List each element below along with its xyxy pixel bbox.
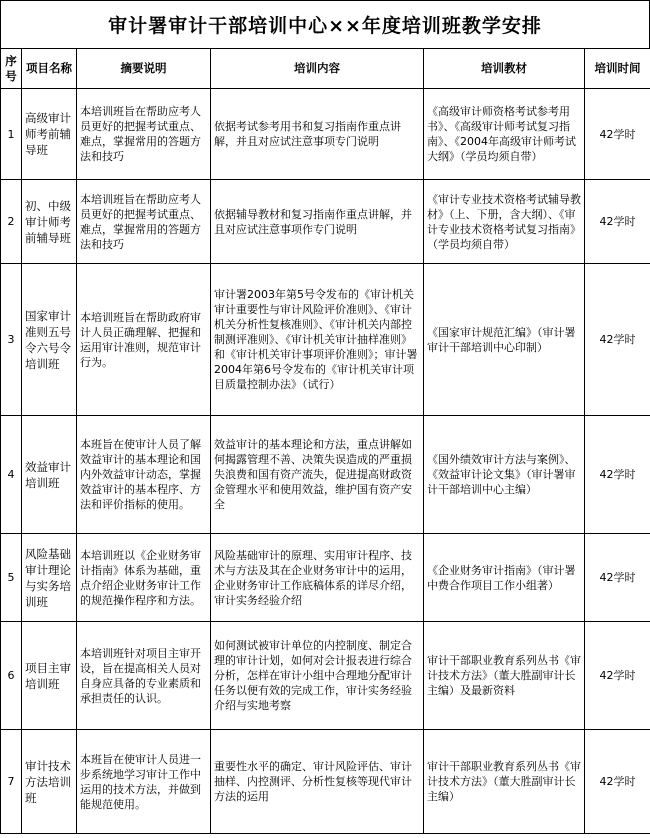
header-materials: 培训教材 bbox=[424, 49, 585, 89]
cell-project: 初、中级审计师考前辅导班 bbox=[22, 180, 77, 264]
cell-hours: 42学时 bbox=[585, 416, 650, 534]
table-row bbox=[1, 730, 650, 834]
table-row bbox=[1, 416, 650, 534]
cell-project: 效益审计培训班 bbox=[22, 416, 77, 534]
cell-content: 依据辅导教材和复习指南作重点讲解，并且对应试注意事项作专门说明 bbox=[211, 180, 424, 264]
cell-index: 3 bbox=[1, 264, 22, 416]
table-row bbox=[1, 264, 650, 416]
cell-materials: 《企业财务审计指南》（审计署中费合作项目工作小组著） bbox=[424, 534, 585, 622]
table-row bbox=[1, 622, 650, 730]
cell-content: 风险基础审计的原理、实用审计程序、技术与方法及其在企业财务审计中的运用，企业财务审计工作底稿体系的详尽介绍，审计实务经验介绍 bbox=[211, 534, 424, 622]
cell-project: 风险基础审计理论与实务培训班 bbox=[22, 534, 77, 622]
cell-hours: 42学时 bbox=[585, 89, 650, 180]
cell-content: 效益审计的基本理论和方法，重点讲解如何揭露管理不善、决策失误造成的严重损失浪费和国有资产流失，促进提高财政资金管理水平和使用效益，维护国有资产安全 bbox=[211, 416, 424, 534]
cell-index: 6 bbox=[1, 622, 22, 730]
cell-project: 审计技术方法培训班 bbox=[22, 730, 77, 834]
header-row bbox=[1, 49, 650, 89]
cell-content: 审计署2003年第5号令发布的《审计机关审计重要性与审计风险评价准则》、《审计机关分析性复核准则》、《审计机关内部控制测评准则》、《审计机关审计抽样准则》和《审计机关审计事项评价准则》；审计署2004年第6号令发布的《审计机关审计项目质量控制办法》（试行） bbox=[211, 264, 424, 416]
header-content: 培训内容 bbox=[211, 49, 424, 89]
cell-summary: 本培训班旨在帮助应考人员更好的把握考试重点、难点，掌握常用的答题方法和技巧 bbox=[77, 180, 211, 264]
table-row bbox=[1, 534, 650, 622]
cell-materials: 《审计专业技术资格考试辅导教材》（上、下册，含大纲）、《审计专业技术资格考试复习指南》（学员均须自带） bbox=[424, 180, 585, 264]
cell-summary: 本班旨在使审计人员进一步系统地学习审计工作中运用的技术方法，并做到能规范使用。 bbox=[77, 730, 211, 834]
cell-project: 项目主审培训班 bbox=[22, 622, 77, 730]
cell-summary: 本培训班以《企业财务审计指南》体系为基础，重点介绍企业财务审计工作的规范操作程序和方法。 bbox=[77, 534, 211, 622]
cell-index: 1 bbox=[1, 89, 22, 180]
cell-materials: 《国家审计规范汇编》（审计署审计干部培训中心印制） bbox=[424, 264, 585, 416]
cell-project: 国家审计准则五号令六号令培训班 bbox=[22, 264, 77, 416]
cell-hours: 42学时 bbox=[585, 622, 650, 730]
table-row bbox=[1, 180, 650, 264]
cell-materials: 《高级审计师资格考试参考用书》、《高级审计师考试复习指南》、《2004年高级审计师考试大纲》（学员均须自带） bbox=[424, 89, 585, 180]
cell-hours: 42学时 bbox=[585, 180, 650, 264]
cell-project: 高级审计师考前辅导班 bbox=[22, 89, 77, 180]
header-index: 序号 bbox=[1, 49, 22, 89]
header-summary: 摘要说明 bbox=[77, 49, 211, 89]
page-title: 审计署审计干部培训中心××年度培训班教学安排 bbox=[0, 0, 650, 48]
cell-index: 5 bbox=[1, 534, 22, 622]
cell-index: 4 bbox=[1, 416, 22, 534]
cell-content: 如何测试被审计单位的内控制度、制定合理的审计计划，如何对会计报表进行综合分析，怎样在审计小组中合理地分配审计任务以便有效的完成工作，审计实务经验介绍与实地考察 bbox=[211, 622, 424, 730]
cell-hours: 42学时 bbox=[585, 264, 650, 416]
cell-content: 依据考试参考用书和复习指南作重点讲解，并且对应试注意事项专门说明 bbox=[211, 89, 424, 180]
cell-hours: 42学时 bbox=[585, 730, 650, 834]
cell-hours: 42学时 bbox=[585, 534, 650, 622]
header-project: 项目名称 bbox=[22, 49, 77, 89]
cell-materials: 审计干部职业教育系列丛书《审计技术方法》（董大胜副审计长主编） bbox=[424, 730, 585, 834]
cell-materials: 审计干部职业教育系列丛书《审计技术方法》（董大胜副审计长主编）及最新资料 bbox=[424, 622, 585, 730]
table-row bbox=[1, 89, 650, 180]
header-hours: 培训时间 bbox=[585, 49, 650, 89]
cell-summary: 本培训班旨在帮助政府审计人员正确理解、把握和运用审计准则，规范审计行为。 bbox=[77, 264, 211, 416]
cell-summary: 本班旨在使审计人员了解效益审计的基本理论和国内外效益审计动态，掌握效益审计的基本程序、方法和评价指标的使用。 bbox=[77, 416, 211, 534]
cell-summary: 本培训班旨在帮助应考人员更好的把握考试重点、难点，掌握常用的答题方法和技巧 bbox=[77, 89, 211, 180]
schedule-table bbox=[0, 48, 650, 834]
cell-content: 重要性水平的确定、审计风险评估、审计抽样、内控测评、分析性复核等现代审计方法的运用 bbox=[211, 730, 424, 834]
cell-index: 7 bbox=[1, 730, 22, 834]
cell-materials: 《国外绩效审计方法与案例》、《效益审计论文集》（审计署审计干部培训中心主编） bbox=[424, 416, 585, 534]
cell-summary: 本培训班针对项目主审开设，旨在提高相关人员对自身应具备的专业素质和承担责任的认识。 bbox=[77, 622, 211, 730]
cell-index: 2 bbox=[1, 180, 22, 264]
